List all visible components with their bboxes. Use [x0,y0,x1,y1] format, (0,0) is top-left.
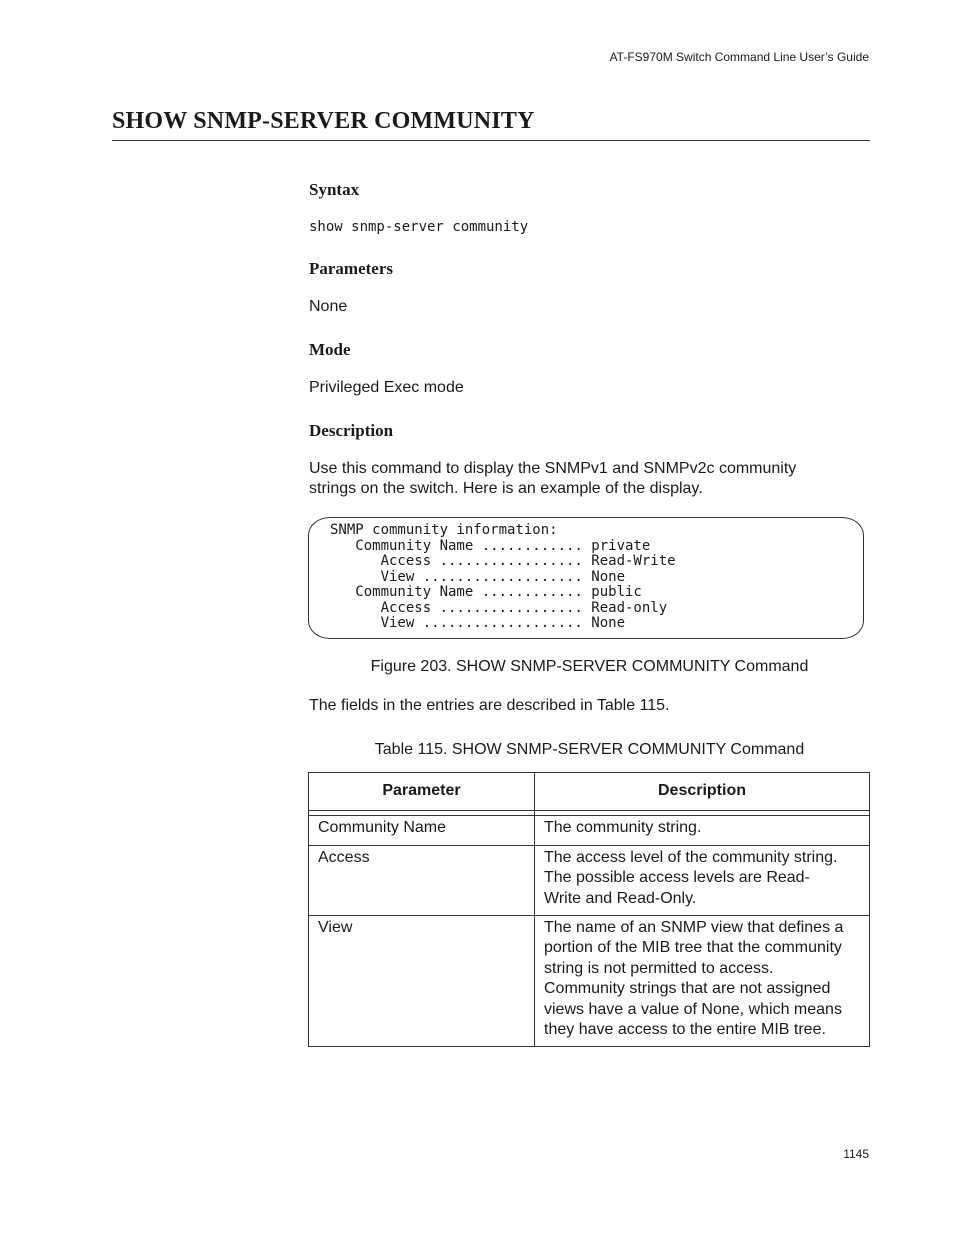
example-output [330,523,676,632]
output-line: View ................... None [330,568,626,585]
output-line: Community Name ............ private [330,537,651,554]
description-cell: The access level of the community string. The possible access levels are Read- Write and Read-Only. [544,848,838,907]
parameter-cell: Community Name [318,819,447,837]
table-row [309,916,870,1047]
description-line: strings on the switch. Here is an example of the display. [309,480,703,497]
parameter-table [308,772,870,1047]
parameters-text: None [309,298,348,315]
page-number: 1145 [843,1147,869,1161]
running-header: AT-FS970M Switch Command Line User’s Guide [609,50,869,64]
column-header-description: Description [535,773,870,811]
description-cell: The community string. [544,819,702,837]
output-line: View ................... None [330,615,626,631]
syntax-command: show snmp-server community [309,219,529,235]
description-line: Use this command to display the SNMPv1 and SNMPv2c community [309,460,797,477]
output-line: Community Name ............ public [330,584,642,600]
parameters-heading: Parameters [309,259,394,278]
example-output-box [308,517,864,639]
mode-text: Privileged Exec mode [309,379,464,396]
column-header-parameter: Parameter [309,773,535,811]
syntax-heading: Syntax [309,180,360,199]
description-text [309,459,796,499]
title-rule [112,140,870,141]
description-cell: The name of an SNMP view that defines a portion of the MIB tree that the community string is not permitted to access. Community strings that are not assigned views have a value of None, which means they have access to the entire MIB tree. [544,919,844,1039]
table-caption: Table 115. SHOW SNMP-SERVER COMMUNITY Command [374,741,805,758]
output-line: Access ................. Read-Write [330,553,676,569]
output-line: Access ................. Read-only [330,599,668,616]
description-heading: Description [309,421,394,440]
output-line: SNMP community information: [330,522,558,538]
table-intro: The fields in the entries are described in Table 115. [309,697,670,714]
table-row [309,816,870,845]
table-row [309,845,870,915]
parameter-cell: Access [318,848,370,866]
table-header-row [309,773,870,811]
figure-caption: Figure 203. SHOW SNMP-SERVER COMMUNITY Command [370,658,809,675]
parameter-cell: View [318,919,353,937]
page-title: SHOW SNMP-SERVER COMMUNITY [112,108,535,134]
mode-heading: Mode [309,340,351,359]
